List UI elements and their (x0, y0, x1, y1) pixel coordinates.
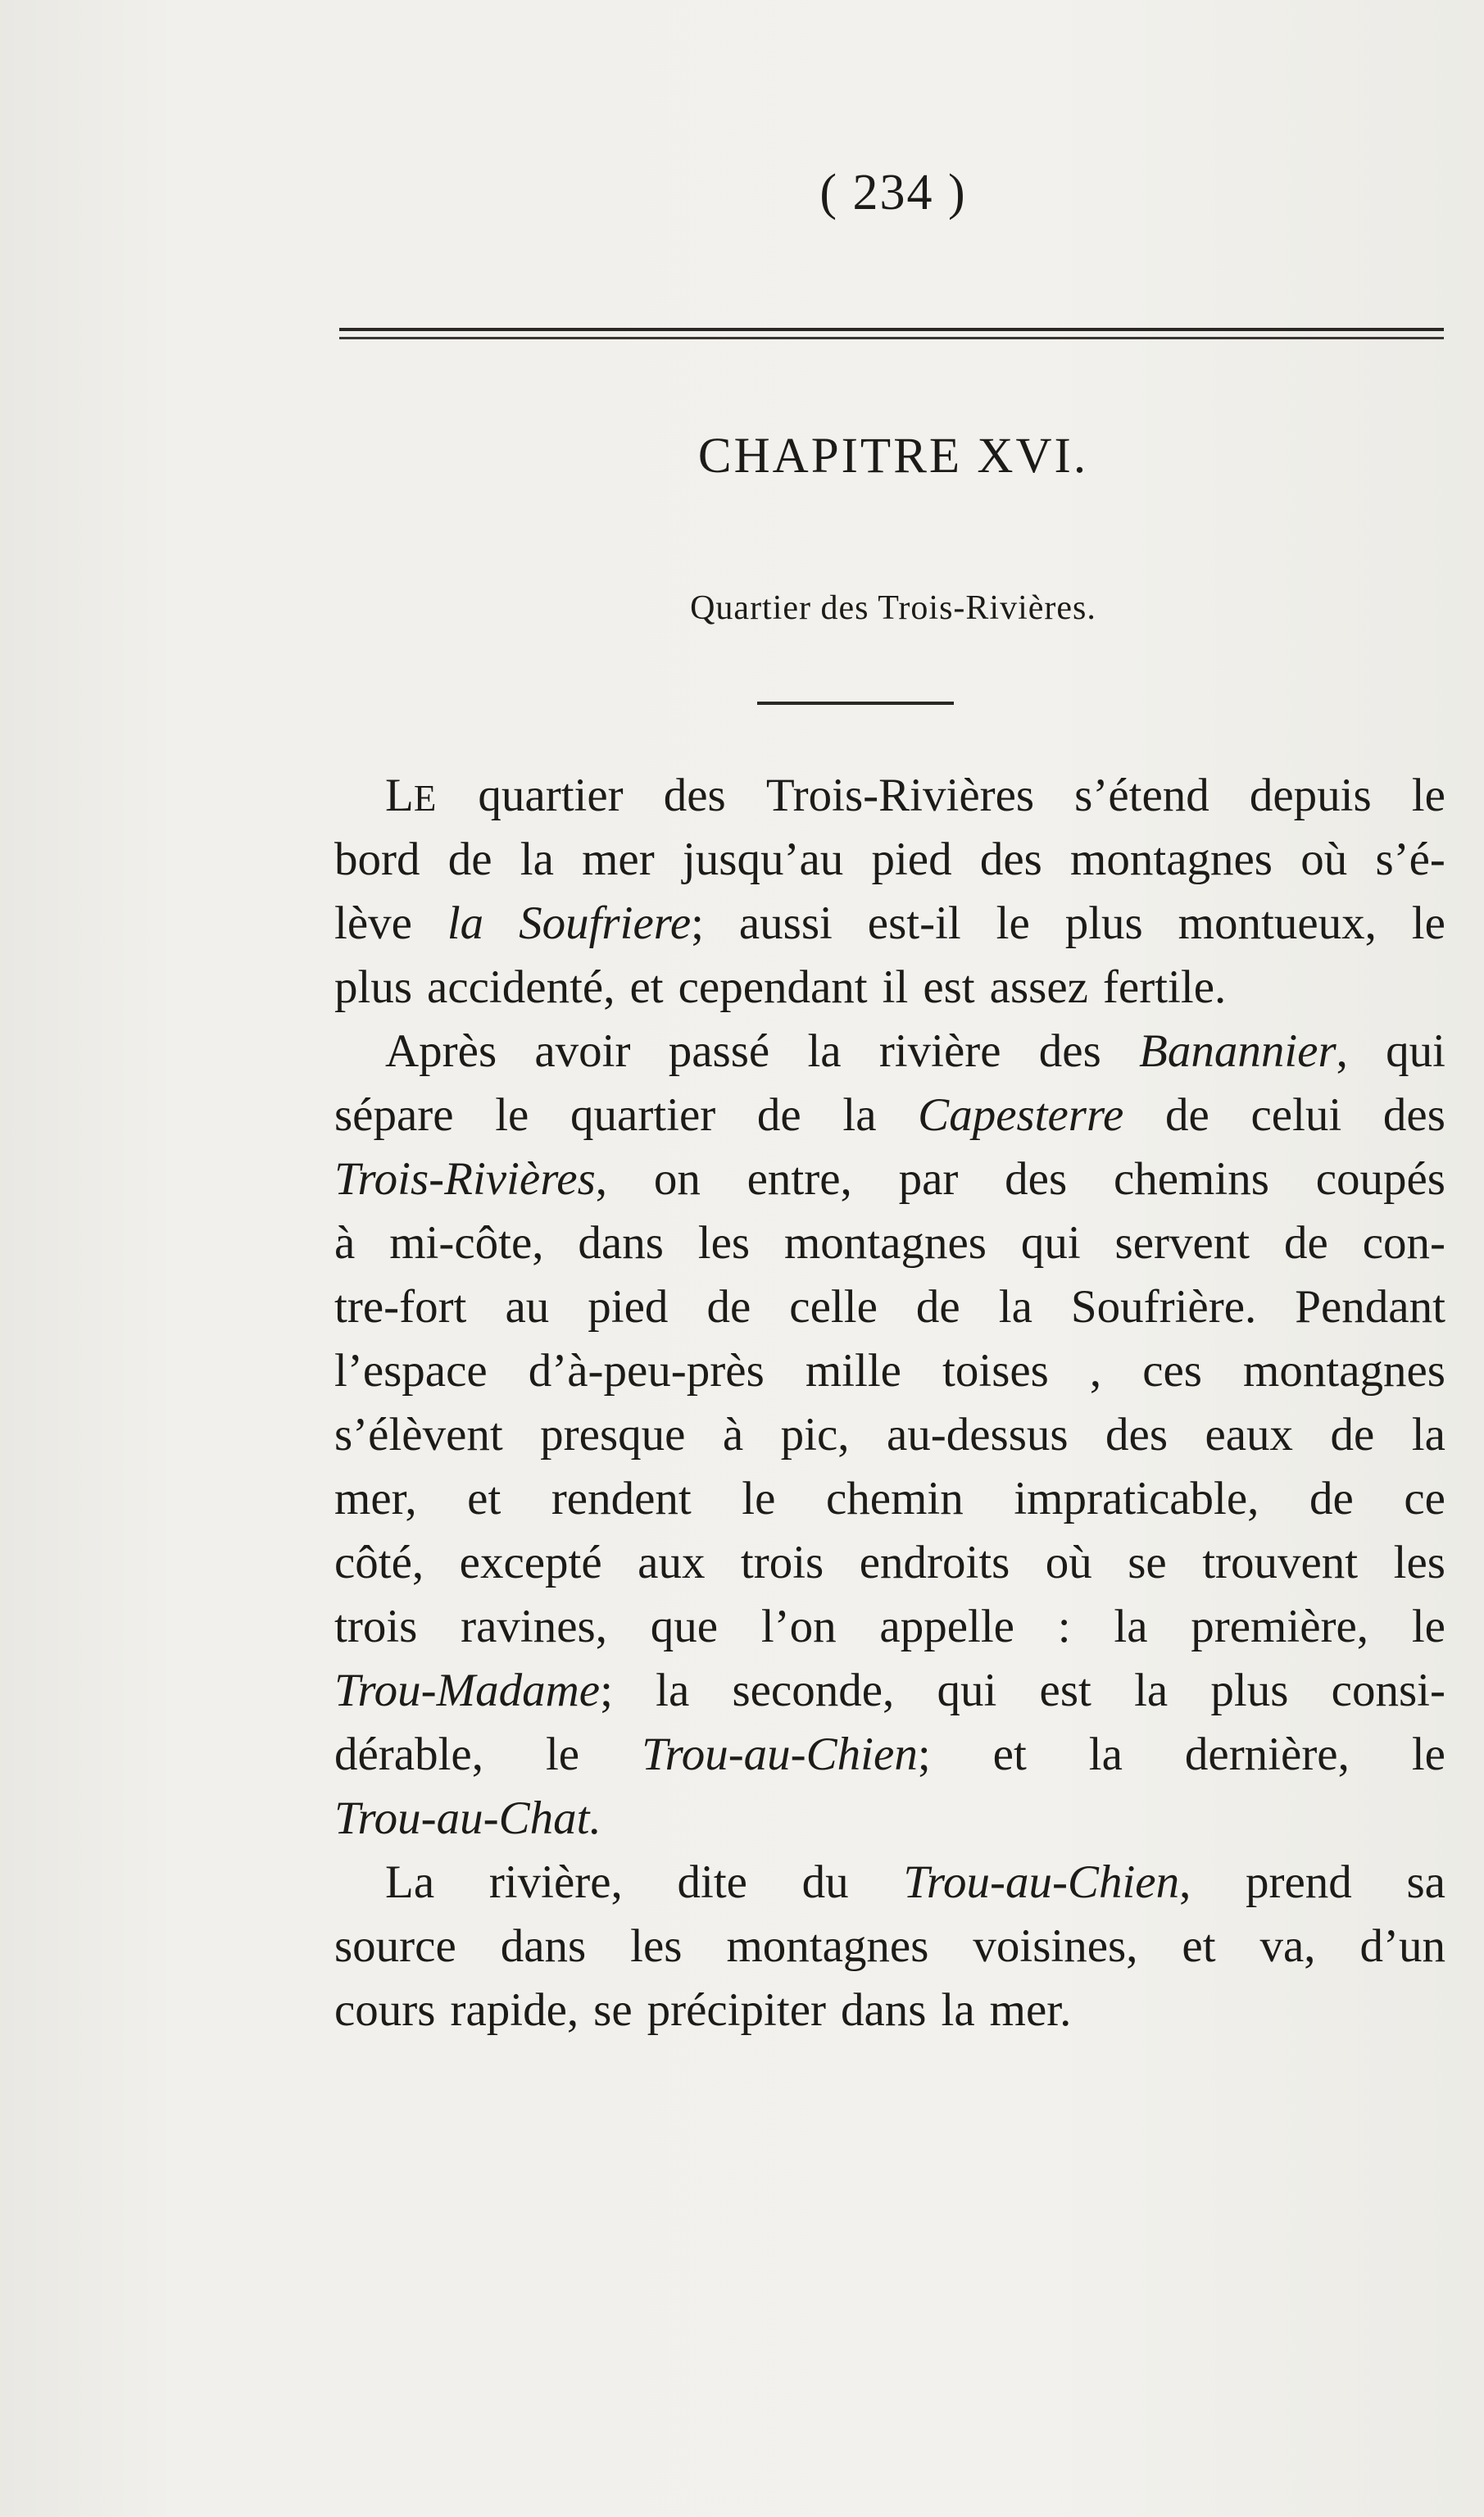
text-word: de (1309, 1473, 1354, 1524)
text-word: tre-fort (334, 1281, 467, 1333)
text-word: aux (638, 1537, 706, 1588)
text-word: le (1411, 770, 1445, 821)
text-word: eaux (1205, 1409, 1294, 1461)
text-word: sa (1406, 1856, 1445, 1908)
text-word: qui (937, 1665, 997, 1716)
text-word: va, (1259, 1920, 1316, 1972)
text-line (334, 1531, 1445, 1595)
text-word: : (1057, 1601, 1071, 1652)
text-word: aussi (738, 897, 833, 949)
text-line (334, 1659, 1445, 1723)
text-word: de (756, 1089, 801, 1141)
text-word: la (941, 1984, 975, 2036)
text-word: les (697, 1217, 751, 1269)
text-word: est (923, 961, 975, 1013)
text-word: cependant (678, 961, 868, 1013)
text-word: Trou-au-Chat. (334, 1792, 601, 1844)
text-word: la (1088, 1729, 1123, 1780)
text-word: la (1114, 1601, 1148, 1652)
text-word: s’é- (1375, 834, 1445, 885)
text-word: de (1330, 1409, 1375, 1461)
text-word: lève (334, 897, 412, 949)
text-word: impraticable, (1014, 1473, 1259, 1524)
text-word: la (807, 1025, 842, 1077)
text-word: plus (334, 961, 413, 1013)
text-word: où (1045, 1537, 1092, 1588)
text-word: LE (385, 770, 438, 821)
text-word: de (447, 834, 492, 885)
text-word: depuis (1249, 770, 1372, 821)
text-word: montueux, (1178, 897, 1377, 949)
text-word: le (1411, 897, 1445, 949)
chapter-title: CHAPITRE XVI. (697, 429, 1089, 484)
text-word: quartier (478, 770, 624, 821)
text-word: plus (1210, 1665, 1289, 1716)
text-word: de (915, 1281, 960, 1333)
page-number: ( 234 ) (819, 165, 967, 220)
text-word: passé (668, 1025, 770, 1077)
text-word: montagnes (783, 1217, 987, 1269)
text-word: celui (1250, 1089, 1342, 1141)
text-word: excepté (459, 1537, 602, 1588)
text-word: la (1411, 1409, 1445, 1461)
text-word: à (722, 1409, 744, 1461)
text-line (334, 1787, 1445, 1851)
text-word: montagnes (726, 1920, 929, 1972)
text-word: seconde, (732, 1665, 895, 1716)
text-word: rivière, (488, 1856, 623, 1908)
text-line (334, 1915, 1445, 1979)
text-word: se (593, 1984, 633, 2036)
text-line (334, 1595, 1445, 1659)
text-word: dite (677, 1856, 747, 1908)
text-word: la (1134, 1665, 1169, 1716)
text-word: le (742, 1473, 776, 1524)
text-word: qui (1386, 1025, 1445, 1077)
text-word: quartier (570, 1089, 716, 1141)
text-word: est-il (867, 897, 961, 949)
text-word: des (1382, 1089, 1445, 1141)
text-word: sépare (334, 1089, 454, 1141)
text-word: cours (334, 1984, 436, 2036)
text-line (334, 1275, 1445, 1339)
text-word: mer. (989, 1984, 1072, 2036)
text-line (334, 1979, 1445, 2042)
text-word: à (334, 1217, 356, 1269)
text-word: chemin (825, 1473, 964, 1524)
text-line (334, 1147, 1445, 1211)
text-word: Après (385, 1025, 497, 1077)
text-word: plus (1064, 897, 1143, 949)
text-line (334, 1403, 1445, 1467)
text-word: fertile. (1102, 961, 1227, 1013)
text-word: montagnes (1243, 1345, 1445, 1397)
text-word: appelle (879, 1601, 1014, 1652)
text-line (334, 1339, 1445, 1403)
text-word: dans (841, 1984, 927, 2036)
chapter-subtitle: Quartier des Trois-Rivières. (690, 589, 1096, 627)
text-word: Trou-au-Chien, (903, 1856, 1191, 1908)
text-word: la (842, 1089, 877, 1141)
section-divider-rule (757, 702, 954, 705)
text-word: des (1038, 1025, 1101, 1077)
text-word: dérable, (334, 1729, 483, 1780)
text-line (334, 956, 1445, 1020)
text-word: dernière, (1184, 1729, 1350, 1780)
text-word: assez (989, 961, 1088, 1013)
text-word: trouvent (1202, 1537, 1359, 1588)
text-word: ravines, (461, 1601, 607, 1652)
text-word: l’espace (334, 1345, 488, 1397)
text-word: au (505, 1281, 550, 1333)
text-word: montagnes (1070, 834, 1273, 885)
text-word: de (1284, 1217, 1328, 1269)
text-word: Trou-au-Chien; (642, 1729, 931, 1780)
text-word: rapide, (450, 1984, 579, 2036)
text-word: prend (1246, 1856, 1352, 1908)
text-word: mer (582, 834, 655, 885)
text-word: et (992, 1729, 1027, 1780)
text-word: des (663, 770, 726, 821)
text-word: chemins (1113, 1153, 1269, 1205)
text-line (334, 1851, 1445, 1915)
text-word: endroits (859, 1537, 1010, 1588)
text-word: Trois-Rivières (765, 770, 1035, 821)
text-word: qui (1020, 1217, 1081, 1269)
text-line (334, 764, 1445, 828)
text-word: s’étend (1074, 770, 1209, 821)
text-word: avoir (534, 1025, 631, 1077)
text-word: précipiter (647, 1984, 826, 2036)
text-line (334, 892, 1445, 956)
text-word: et (629, 961, 664, 1013)
text-word: des (1105, 1409, 1169, 1461)
text-word: mi-côte, (389, 1217, 544, 1269)
text-word: toises (942, 1345, 1049, 1397)
text-line (334, 1211, 1445, 1275)
text-word: coupés (1315, 1153, 1445, 1205)
text-word: consi- (1331, 1665, 1445, 1716)
text-word: pic, (780, 1409, 850, 1461)
text-word: celle (789, 1281, 878, 1333)
text-word: se (1128, 1537, 1167, 1588)
text-word: et (467, 1473, 501, 1524)
text-word: Pendant (1295, 1281, 1445, 1333)
text-word: ce (1404, 1473, 1445, 1524)
text-word: Banannier, (1139, 1025, 1348, 1077)
text-word: le (1411, 1601, 1445, 1652)
text-word: la (998, 1281, 1032, 1333)
body-text (334, 764, 1445, 2042)
text-word: bord (334, 834, 420, 885)
text-word: de (1165, 1089, 1209, 1141)
text-word: il (882, 961, 909, 1013)
text-word: la (656, 1665, 690, 1716)
text-word: rendent (551, 1473, 692, 1524)
text-word: le (495, 1089, 529, 1141)
text-word: de (706, 1281, 751, 1333)
text-word: l’on (760, 1601, 837, 1652)
text-word: par (898, 1153, 959, 1205)
text-word: mer, (334, 1473, 417, 1524)
text-line (334, 1467, 1445, 1531)
text-word: ces (1142, 1345, 1202, 1397)
text-word: Trois-Rivières, (334, 1153, 608, 1205)
text-word: Capesterre (918, 1089, 1124, 1141)
text-word: où (1300, 834, 1348, 885)
text-word: , (1089, 1345, 1102, 1397)
text-word: presque (540, 1409, 686, 1461)
text-word: Soufriere; (519, 897, 704, 949)
text-word: est (1039, 1665, 1091, 1716)
text-word: que (650, 1601, 719, 1652)
text-word: jusqu’au (682, 834, 844, 885)
text-word: con- (1362, 1217, 1445, 1269)
text-word: mille (805, 1345, 901, 1397)
text-word: le (1411, 1729, 1445, 1780)
text-word: des (1005, 1153, 1068, 1205)
text-word: d’un (1359, 1920, 1445, 1972)
text-word: le (996, 897, 1030, 949)
text-word: Trou-Madame; (334, 1665, 613, 1716)
text-word: accidenté, (427, 961, 615, 1013)
text-word: dans (578, 1217, 664, 1269)
text-word: des (979, 834, 1042, 885)
header-double-rule (339, 328, 1444, 339)
text-word: on (653, 1153, 701, 1205)
text-word: trois (740, 1537, 824, 1588)
text-line (334, 1020, 1445, 1084)
text-word: Soufrière. (1070, 1281, 1257, 1333)
text-word: trois (334, 1601, 418, 1652)
text-word: la (520, 834, 554, 885)
text-word: côté, (334, 1537, 424, 1588)
text-word: rivière (878, 1025, 1001, 1077)
text-line (334, 1723, 1445, 1787)
text-word: le (545, 1729, 580, 1780)
text-word: pied (588, 1281, 669, 1333)
text-word: La (385, 1856, 435, 1908)
text-word: source (334, 1920, 456, 1972)
text-word: et (1182, 1920, 1216, 1972)
text-line (334, 828, 1445, 892)
text-word: les (630, 1920, 683, 1972)
text-word: s’élèvent (334, 1409, 503, 1461)
text-word: entre, (747, 1153, 852, 1205)
text-word: au-dessus (886, 1409, 1069, 1461)
text-word: première, (1191, 1601, 1369, 1652)
text-word: servent (1114, 1217, 1250, 1269)
text-word: voisines, (973, 1920, 1138, 1972)
text-word: du (801, 1856, 849, 1908)
text-word: pied (871, 834, 952, 885)
text-word: dans (500, 1920, 587, 1972)
text-line (334, 1084, 1445, 1147)
text-word: la (447, 897, 484, 949)
text-word: les (1393, 1537, 1445, 1588)
text-word: d’à-peu-près (528, 1345, 765, 1397)
